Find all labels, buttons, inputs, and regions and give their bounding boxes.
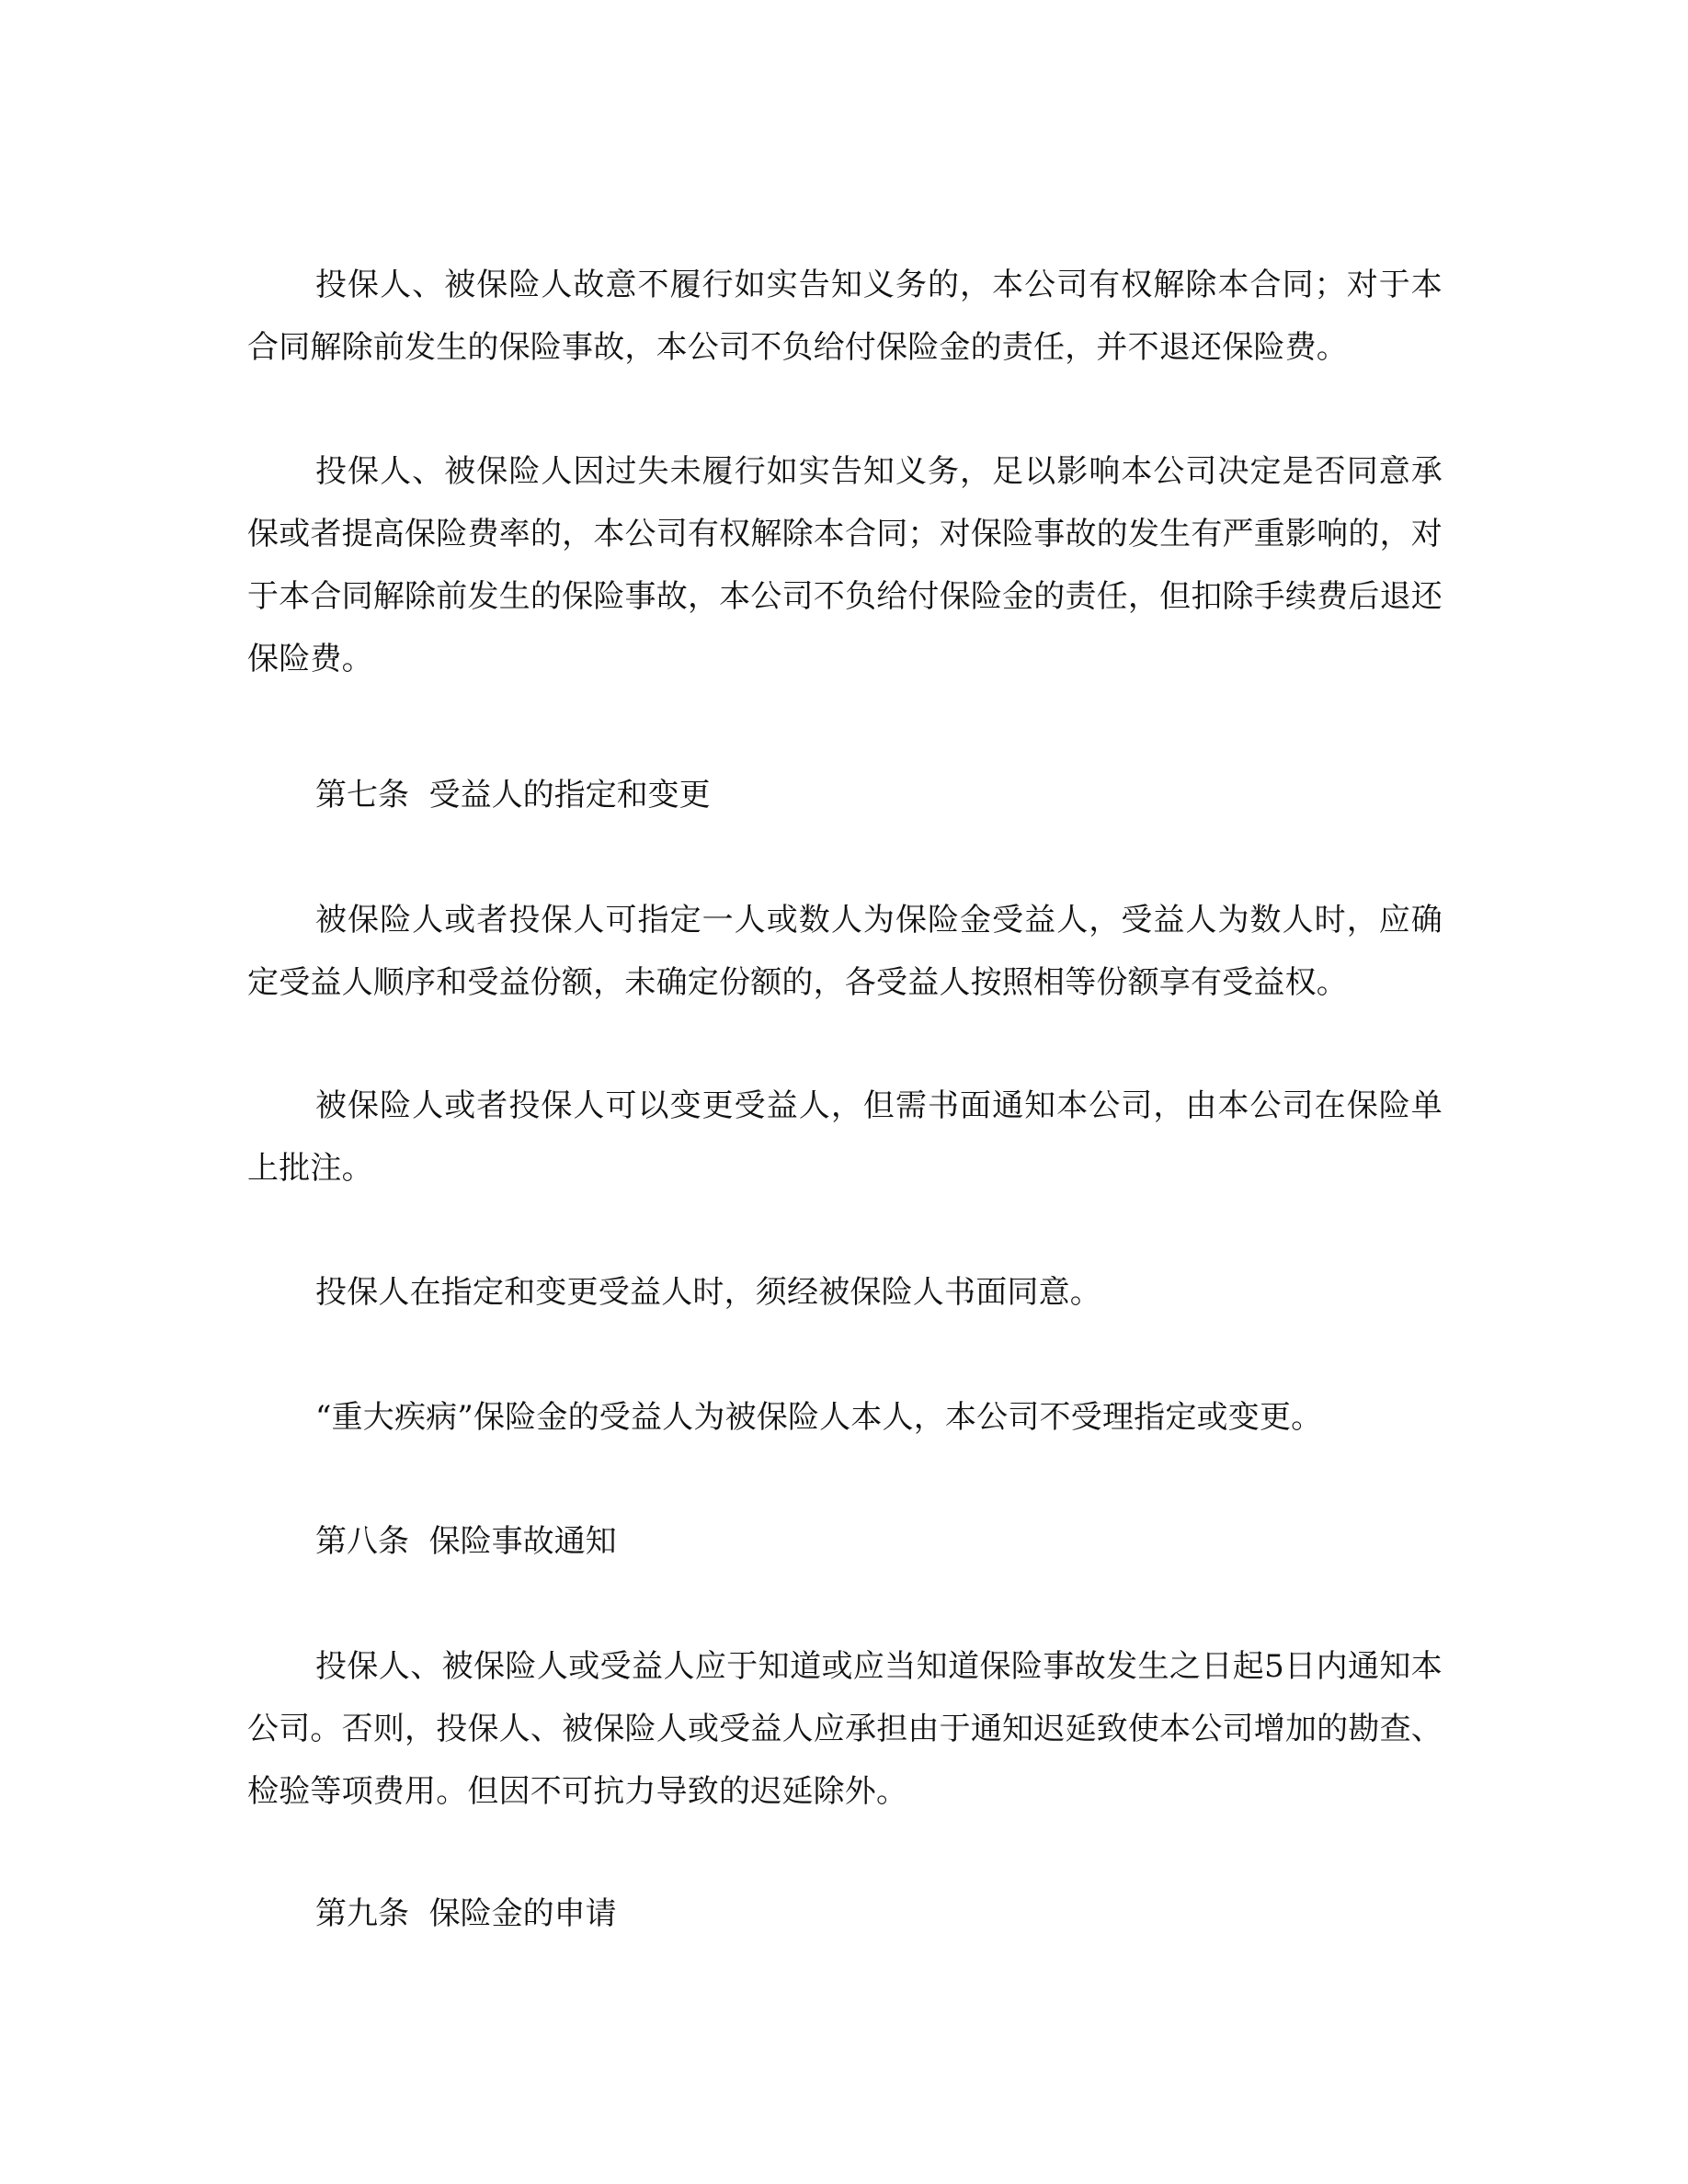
paragraph-critical-illness-beneficiary: “重大疾病”保险金的受益人为被保险人本人，本公司不受理指定或变更。 [315,1399,1323,1436]
paragraph-accident-notification: 投保人、被保险人或受益人应于知道或应当知道保险事故发生之日起5日内通知本公司。否则，投保人、被保险人或受益人应承担由于通知迟延致使本公司增加的勘查、检验等项费用。但因不可抗力导致的迟延除外。 [247,1648,1443,1810]
section-heading-article-7: 第七条 受益人的指定和变更 [315,777,711,813]
section-heading-article-9: 第九条 保险金的申请 [315,1895,617,1932]
paragraph-concealment-intentional: 投保人、被保险人故意不履行如实告知义务的，本公司有权解除本合同；对于本合同解除前发生的保险事故，本公司不负给付保险金的责任，并不退还保险费。 [247,267,1443,366]
section-heading-article-8: 第八条 保险事故通知 [315,1523,617,1560]
paragraph-beneficiary-consent: 投保人在指定和变更受益人时，须经被保险人书面同意。 [315,1274,1101,1311]
paragraph-beneficiary-designation: 被保险人或者投保人可指定一人或数人为保险金受益人，受益人为数人时，应确定受益人顺序和受益份额，未确定份额的，各受益人按照相等份额享有受益权。 [247,902,1443,1001]
paragraph-concealment-negligent: 投保人、被保险人因过失未履行如实告知义务，足以影响本公司决定是否同意承保或者提高保险费率的，本公司有权解除本合同；对保险事故的发生有严重影响的，对于本合同解除前发生的保险事故，本公司不负给付保险金的责任，但扣除手续费后退还保险费。 [247,453,1443,677]
paragraph-beneficiary-change: 被保险人或者投保人可以变更受益人，但需书面通知本公司，由本公司在保险单上批注。 [247,1087,1443,1187]
